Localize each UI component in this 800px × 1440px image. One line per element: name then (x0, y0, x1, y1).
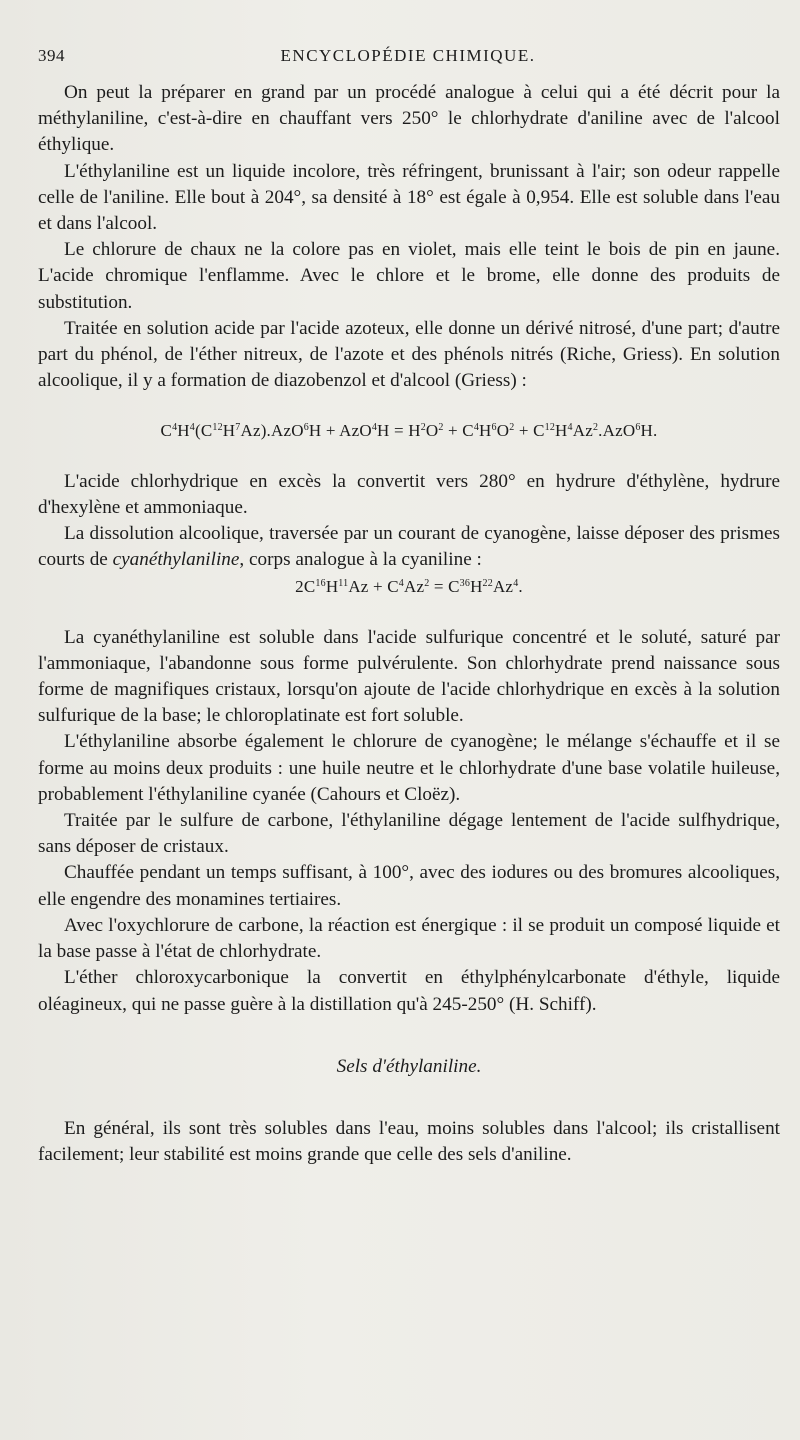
paragraph-chlorure-cyanogene: L'éthylaniline absorbe également le chlorure de cyanogène; le mélange s'échauffe et il se forme au moins deux produits : une huile neutre et le chlorhydrate d'une base volatile huileuse, probablement l'éthylaniline cyanée (Cahours et Cloëz). (38, 731, 780, 805)
body-text (38, 80, 780, 1168)
page-header (38, 46, 778, 70)
paragraph-ether-chloroxycarbonique: L'éther chloroxycarbonique la convertit en éthylphénylcarbonate d'éthyle, liquide oléagineux, qui ne passe guère à la distillation qu'à 245-250° (H. Schiff). (38, 967, 780, 1015)
chemical-equation-cyanethylaniline: $2C^{16}H^{11}Az + C^4Az^2 = C^{36}H^{22}Az^4$. (295, 577, 523, 597)
running-title: ENCYCLOPÉDIE CHIMIQUE. (280, 46, 536, 65)
paragraph-preparation: On peut la préparer en grand par un procédé analogue à celui qui a été décrit pour la méthylaniline, c'est-à-dire en chauffant vers 250° le chlorhydrate d'aniline avec de l'alcool éthylique. (38, 82, 780, 156)
paragraph-acide-chlorhydrique: L'acide chlorhydrique en excès la convertit vers 280° en hydrure d'éthylène, hydrure d'hexylène et ammoniaque. (38, 470, 780, 518)
paragraph-iodures: Chauffée pendant un temps suffisant, à 100°, avec des iodures ou des bromures alcooliques, elle engendre des monamines tertiaires. (38, 862, 780, 910)
chemical-equation-diazobenzol: $C^4H^4(C^{12}H^7Az).AzO^6H + AzO^4H = H^2O^2 + C^4H^6O^2 + C^{12}H^4Az^2.AzO^6H$. (160, 421, 658, 441)
section-title: Sels d'éthylaniline. (336, 1055, 482, 1077)
paragraph-cyanethylaniline-solubility: La cyanéthylaniline est soluble dans l'acide sulfurique concentré et le soluté, saturé par l'ammoniaque, l'abandonne sous forme pulvérulente. Son chlorhydrate prend naissance sous forme de magnifiques cristaux, lorsqu'on ajoute de l'acide chlorhydrique en excès à la solution sulfurique de la base; le chloroplatinate est fort soluble. (38, 626, 780, 727)
paragraph-properties: L'éthylaniline est un liquide incolore, très réfringent, brunissant à l'air; son odeur rappelle celle de l'aniline. Elle bout à 204°, sa densité à 18° est égale à 0,954. Elle est soluble dans l'eau et dans l'alcool. (38, 160, 780, 235)
paragraph-cyanogene: La dissolution alcoolique, traversée par un courant de cyanogène, laisse déposer des prismes courts de cyanéthylaniline, corps analogue à la cyaniline : (38, 523, 780, 571)
paragraph-sels-general: En général, ils sont très solubles dans l'eau, moins solubles dans l'alcool; ils cristallisent facilement; leur stabilité est moins grande que celle des sels d'aniline. (38, 1117, 780, 1166)
paragraph-sulfure-carbone: Traitée par le sulfure de carbone, l'éthylaniline dégage lentement de l'acide sulfhydrique, sans déposer de cristaux. (38, 810, 780, 858)
paragraph-chlorure-chaux: Le chlorure de chaux ne la colore pas en violet, mais elle teint le bois de pin en jaune. L'acide chromique l'enflamme. Avec le chlore et le brome, elle donne des produits de substitution. (38, 239, 780, 313)
page-number: 394 (38, 46, 65, 65)
term-cyanethylaniline: cyanéthylaniline (112, 549, 240, 571)
paragraph-acide-azoteux: Traitée en solution acide par l'acide azoteux, elle donne un dérivé nitrosé, d'une part; d'autre part du phénol, de l'éther nitreux, de l'azote et des phénols nitrés (Riche, Griess). En solution alcoolique, il y a formation de diazobenzol et d'alcool (Griess) : (38, 317, 780, 392)
paragraph-oxychlorure: Avec l'oxychlorure de carbone, la réaction est énergique : il se produit un composé liquide et la base passe à l'état de chlorhydrate. (38, 914, 780, 963)
